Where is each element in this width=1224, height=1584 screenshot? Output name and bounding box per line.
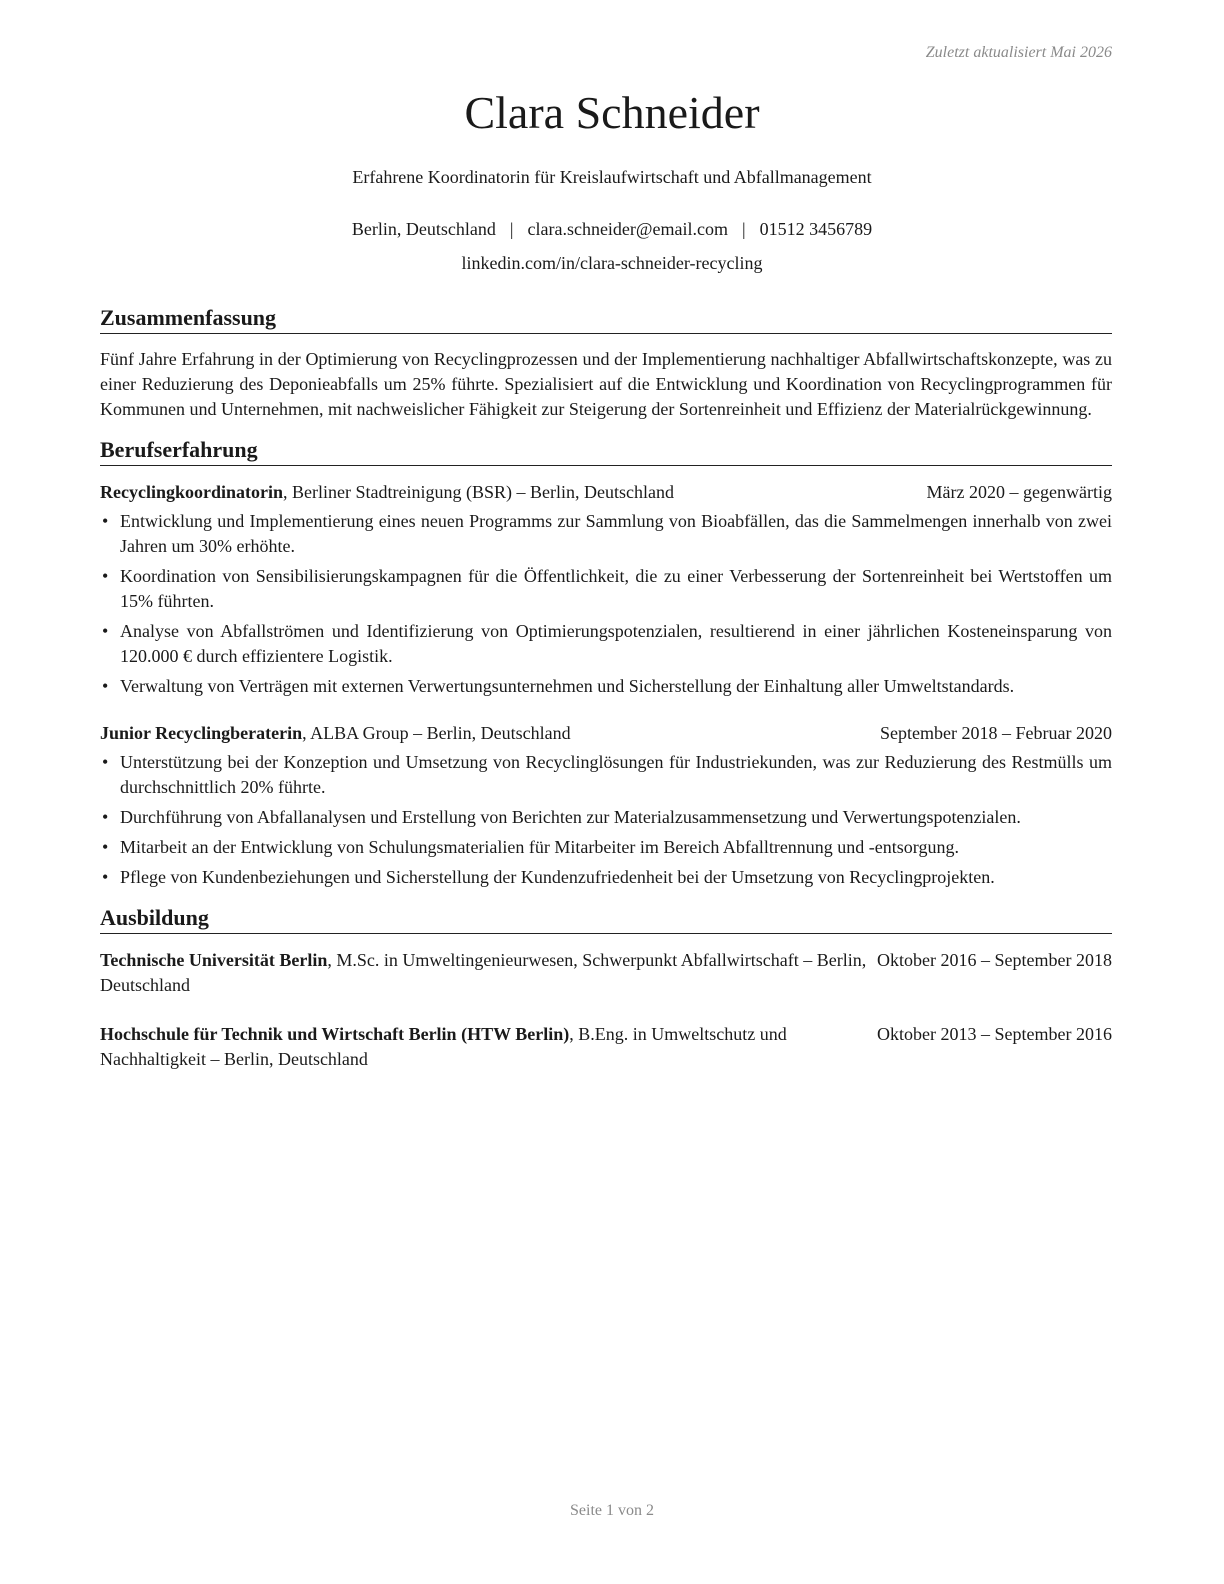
education-section <box>100 904 1112 1072</box>
list-item: • Entwicklung und Implementierung eines neuen Programms zur Sammlung von Bioabfällen, das die Sammelmengen innerhalb von zwei Jahren um 30% erhöhte. <box>100 509 1112 559</box>
education-dates: Oktober 2016 – September 2018 <box>877 950 1112 970</box>
contact-phone[interactable]: 01512 3456789 <box>759 219 873 239</box>
job-header <box>100 480 1112 505</box>
job-dates: September 2018 – Februar 2020 <box>880 723 1112 743</box>
education-entry <box>100 948 1112 998</box>
education-entry <box>100 1022 1112 1072</box>
job-entry <box>100 480 1112 699</box>
resume-body <box>100 304 1112 1072</box>
education-detail: , M.Sc. in Umweltingenieurwesen, Schwerpunkt Abfallwirtschaft – Berlin, Deutschland <box>100 950 867 995</box>
contact-email[interactable]: clara.schneider@email.com <box>527 219 728 239</box>
candidate-name: Clara Schneider <box>464 87 760 138</box>
education-detail: , B.Eng. in Umweltschutz und Nachhaltigkeit – Berlin, Deutschland <box>100 1024 787 1069</box>
job-header <box>100 721 1112 746</box>
job-org: , ALBA Group – Berlin, Deutschland <box>302 723 571 743</box>
contact-separator: | <box>509 219 514 239</box>
contact-location: Berlin, Deutschland <box>351 219 496 239</box>
summary-text: Fünf Jahre Erfahrung in der Optimierung von Recyclingprozessen und der Implementierung nachhaltiger Abfallwirtschaftskonzepte, was zu einer Reduzierung des Deponieabfalls um 25% führte. Spezialisiert auf die Entwicklung und Koordination von Recyclingprogrammen für Kommunen und Unternehmen, mit nachweislicher Fähigkeit zur Steigerung der Sortenreinheit und Effizienz der Materialrückgewinnung. <box>100 349 1112 419</box>
list-item: • Unterstützung bei der Konzeption und Umsetzung von Recyclinglösungen für Industriekunden, was zur Reduzierung des Restmülls um durchschnittlich 20% führte. <box>100 750 1112 800</box>
section-heading-summary: Zusammenfassung <box>100 304 1112 334</box>
contact-line <box>0 219 1224 240</box>
job-org: , Berliner Stadtreinigung (BSR) – Berlin, Deutschland <box>283 482 674 502</box>
list-item: • Analyse von Abfallströmen und Identifizierung von Optimierungspotenzialen, resultierend in einer jährlichen Kosteneinsparung von 120.000 € durch effizientere Logistik. <box>100 619 1112 669</box>
job-role: Recyclingkoordinatorin <box>100 482 283 502</box>
list-item: • Pflege von Kundenbeziehungen und Sicherstellung der Kundenzufriedenheit bei der Umsetzung von Recyclingprojekten. <box>100 865 1112 890</box>
list-item: • Verwaltung von Verträgen mit externen Verwertungsunternehmen und Sicherstellung der Einhaltung aller Umweltstandards. <box>100 674 1112 699</box>
education-school: Technische Universität Berlin <box>100 950 328 970</box>
contact-linkedin[interactable]: linkedin.com/in/clara-schneider-recycling <box>461 253 763 273</box>
section-heading-experience: Berufserfahrung <box>100 436 1112 466</box>
job-entry <box>100 721 1112 890</box>
list-item: • Mitarbeit an der Entwicklung von Schulungsmaterialien für Mitarbeiter im Bereich Abfalltrennung und -entsorgung. <box>100 835 1112 860</box>
page-number: Seite 1 von 2 <box>570 1502 654 1519</box>
job-role: Junior Recyclingberaterin <box>100 723 303 743</box>
job-bullets <box>100 509 1112 699</box>
job-dates: März 2020 – gegenwärtig <box>926 482 1112 502</box>
job-bullets <box>100 750 1112 890</box>
experience-section <box>100 436 1112 890</box>
contact-separator: | <box>741 219 746 239</box>
list-item: • Koordination von Sensibilisierungskampagnen für die Öffentlichkeit, die zu einer Verbesserung der Sortenreinheit bei Wertstoffen um 15% führten. <box>100 564 1112 614</box>
section-heading-education: Ausbildung <box>100 904 1112 934</box>
last-updated-note: Zuletzt aktualisiert Mai 2026 <box>925 44 1112 61</box>
list-item: • Durchführung von Abfallanalysen und Erstellung von Berichten zur Materialzusammensetzung und Verwertungspotenzialen. <box>100 805 1112 830</box>
headline: Erfahrene Koordinatorin für Kreislaufwirtschaft und Abfallmanagement <box>352 167 872 187</box>
education-school: Hochschule für Technik und Wirtschaft Berlin (HTW Berlin) <box>100 1024 570 1044</box>
education-dates: Oktober 2013 – September 2016 <box>877 1024 1112 1044</box>
summary-section <box>100 304 1112 422</box>
